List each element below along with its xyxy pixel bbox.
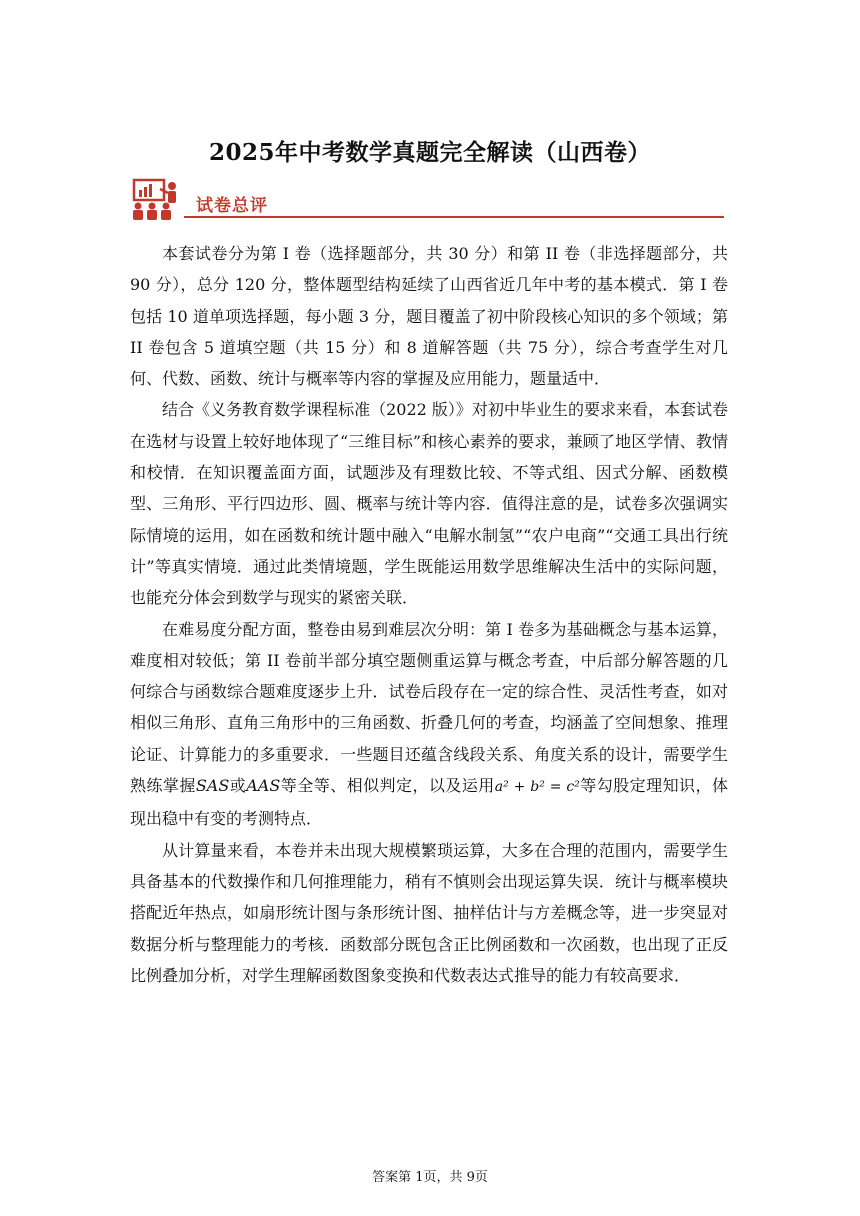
section-rule [184, 216, 724, 218]
sas-label: SAS [195, 776, 230, 796]
paragraph-3-text: 在难易度分配方面，整卷由易到难层次分明：第 I 卷多为基础概念与基本运算，难度相对较低；第 II 卷前半部分填空题侧重运算与概念考查，中后部分解答题的几何综合与函数综合题难度逐步上升．试卷后段存在一定的综合性、灵活性考查，如对相似三角形、直角三角形中的三角函数、折叠几何的考查，均涵盖了空间想象、推理论证、计算能力的多重要求．一些题目还蕴含线段关系、角度关系的设计，需要学生熟练掌握 [130, 619, 728, 796]
aas-label: AAS [246, 776, 281, 796]
paragraph-3-mid: 等全等、相似判定，以及运用 [280, 776, 495, 796]
section-header [128, 178, 724, 224]
paragraph-3-end: 等勾股定理知识，体现出稳中有变的考测特点． [130, 776, 728, 829]
paragraph-3 [130, 614, 728, 835]
pythagorean-formula: a² + b² = c² [494, 779, 580, 796]
overview-body [130, 238, 728, 991]
section-label: 试卷总评 [196, 196, 268, 216]
paragraph-2: 结合《义务教育数学课程标准（2022 版）》对初中毕业生的要求来看，本套试卷在选材与设置上较好地体现了“三维目标”和核心素养的要求，兼顾了地区学情、教情和校情．在知识覆盖面方面，试题涉及有理数比较、不等式组、因式分解、函数模型、三角形、平行四边形、圆、概率与统计等内容．值得注意的是，试卷多次强调实际情境的运用，如在函数和统计题中融入“电解水制氢”“农户电商”“交通工具出行统计”等真实情境．通过此类情境题，学生既能运用数学思维解决生活中的实际问题，也能充分体会到数学与现实的紧密关联． [130, 400, 728, 608]
page-title: 2025年中考数学真题完全解读（山西卷） [208, 139, 651, 166]
paragraph-1: 本套试卷分为第 I 卷（选择题部分，共 30 分）和第 II 卷（非选择题部分，共 90 分），总分 120 分，整体题型结构延续了山西省近几年中考的基本模式．第 I 卷包括 10 道单项选择题，每小题 3 分，题目覆盖了初中阶段核心知识的多个领域；第 II 卷包含 5 道填空题（共 15 分）和 8 道解答题（共 75 分），综合考查学生对几何、代数、函数、统计与概率等内容的掌握及应用能力，题量适中． [130, 244, 728, 389]
page-footer: 答案第 1页，共 9页 [372, 1170, 488, 1185]
presentation-audience-icon [128, 178, 184, 222]
or-text: 或 [229, 776, 247, 796]
paragraph-4: 从计算量来看，本卷并未出现大规模繁琐运算，大多在合理的范围内，需要学生具备基本的代数操作和几何推理能力，稍有不慎则会出现运算失误．统计与概率模块搭配近年热点，如扇形统计图与条形统计图、抽样估计与方差概念等，进一步突显对数据分析与整理能力的考核．函数部分既包含正比例函数和一次函数，也出现了正反比例叠加分析，对学生理解函数图象变换和代数表达式推导的能力有较高要求． [130, 840, 728, 985]
